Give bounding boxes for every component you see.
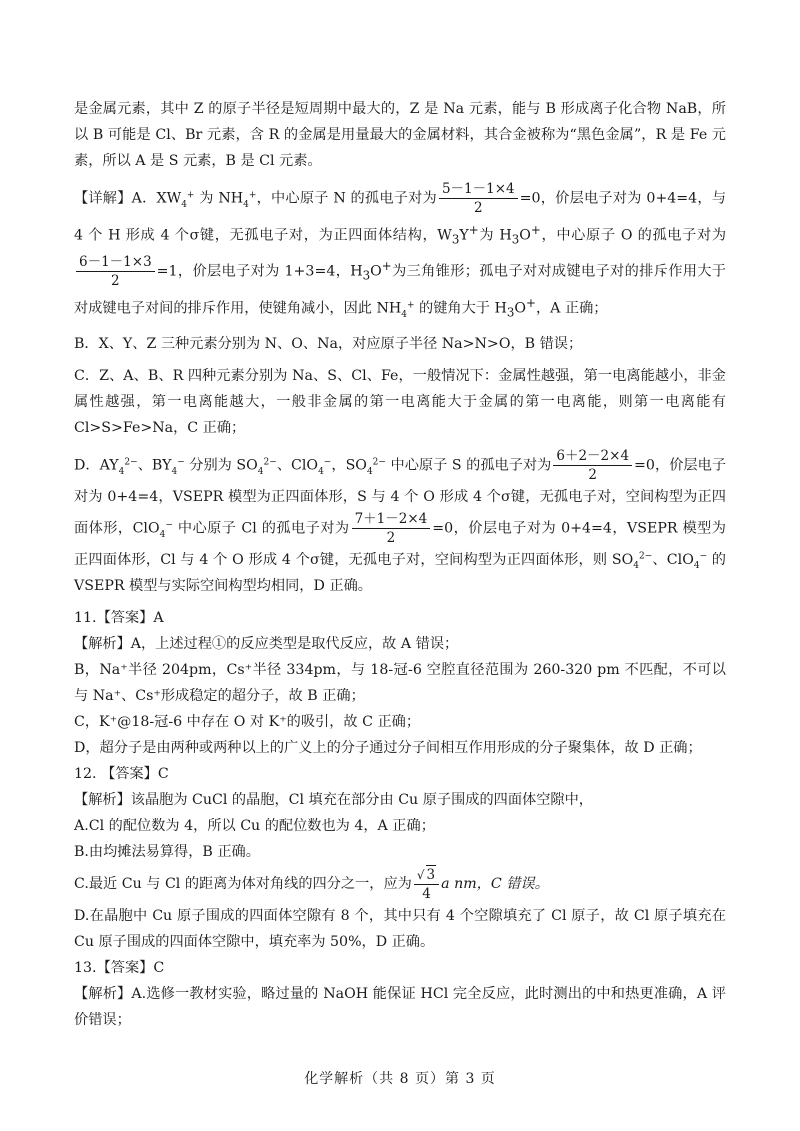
analysis-12-d: C.最近 Cu 与 Cl 的距离为体对角线的四分之一，应为 $\frac{√ 3}{4}$ a nm，C 错误。 [74, 867, 549, 903]
answer-13: 13.【答案】C [74, 960, 165, 977]
analysis-12-c: B.由均摊法易算得，B 正确。 [74, 844, 260, 861]
paragraph-b: B．X、Y、Z 三种元素分别为 N、O、Na，对应原子半径 Na>N>O，B 错误； [74, 336, 583, 353]
paragraph-c: C．Z、A、B、R 四种元素分别为 Na、S、Cl、Fe，一般情况下：金属性越强，第一电离能越小，非金属性越强，第一电离能越大，一般非金属的第一电离能大于金属的第一电离能，则第一电离能有 Cl>S>Fe>Na，C 正确； [74, 368, 726, 437]
fraction: $\frac{7+1-2\times 4}{2}$ [352, 510, 431, 547]
page-footer: 化学解析（共 8 页）第 3 页 [304, 1071, 496, 1087]
paragraph-intro: 是金属元素，其中 Z 的原子半径是短周期中最大的，Z 是 Na 元素，能与 B 形成离子化合物 NaB，所以 B 可能是 Cl、Br 元素，含 R 的金属是用量最大的金属材料，其合金被称为“黑色金属”，R 是 Fe 元素，所以 A 是 S 元素，B 是 Cl 元素。 [74, 101, 726, 169]
text: ，中心原子 N 的孤电子对为 [256, 190, 437, 207]
analysis-12-a: 【解析】该晶胞为 CuCl 的晶胞，Cl 填充在部分由 Cu 原子围成的四面体空隙中， [74, 792, 593, 809]
fraction: $\frac{6+2-2\times 4}{2}$ [553, 447, 632, 484]
analysis-11-c: C，K⁺@18-冠-6 中存在 O 对 K⁺的吸引，故 C 正确； [74, 714, 421, 731]
paragraph-detail-a: 【详解】A．$XW_4^+$ 为 $NH_4^+$，中心原子 N 的孤电子对为 $\frac{5-1-1\times 4}{2}$ =0，价层电子对为 0+4=4，与 4 个 H 形成 4 个σ键，无孤电子对，为正四面体结构，$W_3Y^+$为 $H_3O^+$，中心原子 O 的孤电子对为 $\frac{6-1-1\times 3}{2}$ =1，价层电子对为 1+3=4，$H_3O^+$为三角锥形；孤电子对对成键电子对的排斥作用大于对成键电子对间的排斥作用，使键角减小，因此 $NH_4^+$ 的键角大于 $H_3O^+$，A 正确； [74, 181, 727, 320]
analysis-11-a: 【解析】A，上述过程①的反应类型是取代反应，故 A 错误； [74, 636, 459, 653]
analysis-12-e: D.在晶胞中 Cu 原子围成的四面体空隙有 8 个，其中只有 4 个空隙填充了 Cl 原子，故 Cl 原子填充在 Cu 原子围成的四面体空隙中，填充率为 50%，D 正确。 [74, 908, 726, 951]
analysis-11-d: D，超分子是由两种或两种以上的广义上的分子通过分子间相互作用形成的分子聚集体，故 D 正确； [74, 740, 702, 757]
analysis-13-a: 【解析】A.选修一教材实验，略过量的 NaOH 能保证 HCl 完全反应，此时测出的中和热更准确，A 评价错误； [74, 986, 726, 1029]
text: 为 NH [194, 190, 244, 207]
page-body [74, 96, 726, 1033]
analysis-12-b: A.Cl 的配位数为 4，所以 Cu 的配位数也为 4，A 正确； [74, 818, 435, 835]
formula: $_4$+ [243, 189, 257, 210]
fraction: $\frac{5-1-1\times 4}{2}$ [439, 180, 518, 217]
fraction: $\frac{6-1-1\times 3}{2}$ [76, 253, 155, 290]
analysis-11-b: B，Na⁺半径 204pm，Cs⁺半径 334pm，与 18-冠-6 空腔直径范围为 260-320 pm 不匹配，不可以与 Na⁺、Cs⁺形成稳定的超分子，故 B 正确； [74, 662, 726, 705]
formula: $_4$+ [181, 189, 195, 210]
fraction: $\frac{√ 3}{4}$ [414, 865, 439, 903]
text: =0，价层电子对为 0+4=4，与 4 个 H 形成 4 个σ键，无孤电子对，为正四面体结构，W [74, 190, 727, 244]
answer-12: 12. 【答案】C [74, 766, 169, 783]
paragraph-d: D．$AY_4^{2-}$、$BY_4^-$ 分别为 $SO_4^{2-}$、ClO$_4$−，$SO_4^{2-}$ 中心原子 S 的孤电子对为 $\frac{6+2-2\times 4}{2}$ =0，价层电子对为 0+4=4，VSEPR 模型为正四面体形，S 与 4 个 O 形成 4 个σ键，无孤电子对，空间构型为正四面体形，ClO$_4$− 中心原子 Cl 的孤电子对为 $\frac{7+1-2\times 4}{2}$ =0，价层电子对为 0+4=4，VSEPR 模型为正四面体形，Cl 与 4 个 O 形成 4 个σ键，无孤电子对，空间构型为正四面体形，则 $SO_4^{2-}$、ClO$_4$− 的 VSEPR 模型与实际空间构型均相同，D 正确。 [74, 448, 727, 595]
text: 【详解】A．XW [74, 190, 182, 207]
answer-11: 11.【答案】A [74, 610, 164, 627]
